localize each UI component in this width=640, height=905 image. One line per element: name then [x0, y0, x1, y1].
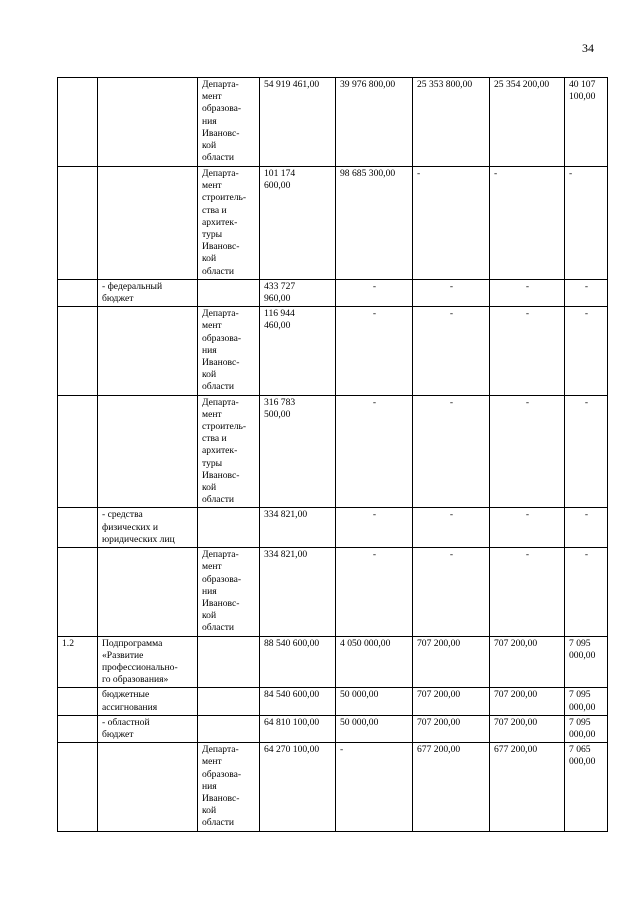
amount-cell — [565, 548, 608, 636]
amount-line: 677 200,00 — [417, 744, 461, 756]
amount-cell — [413, 743, 490, 831]
amount-cell — [260, 167, 336, 280]
amount-line: - — [372, 280, 377, 292]
executor-line: образова- — [202, 332, 242, 344]
amount-line: 100,00 — [569, 91, 596, 103]
table-row — [58, 395, 608, 508]
executor-line: мент — [202, 180, 222, 192]
executor-line: Ивановс- — [202, 792, 240, 804]
amount-line: - — [569, 168, 573, 179]
amount-cell — [490, 395, 565, 508]
amount-line: 500,00 — [264, 408, 291, 420]
amount-cell — [413, 307, 490, 395]
amount-line: 707 200,00 — [494, 637, 538, 649]
amount-line: 4 050 000,00 — [340, 637, 391, 649]
table-row — [58, 636, 608, 688]
amount-line: 7 065 — [569, 744, 591, 756]
program-name-line: - федеральный — [102, 280, 163, 292]
executor-line: Департа- — [202, 308, 239, 320]
amount-cell — [490, 508, 565, 548]
executor-line: Ивановс- — [202, 241, 240, 253]
table-row — [58, 548, 608, 636]
executor-line: мент — [202, 320, 222, 332]
amount-cell — [490, 548, 565, 636]
amount-cell — [260, 78, 336, 167]
amount-line: 000,00 — [569, 728, 596, 740]
executor-line: ния — [202, 585, 217, 597]
amount-cell — [565, 636, 608, 688]
executor-line: кой — [202, 805, 217, 817]
amount-cell — [413, 508, 490, 548]
amount-cell — [565, 688, 608, 715]
program-name-line: ассигнования — [102, 701, 158, 713]
amount-line: - — [584, 280, 589, 292]
amount-line: - — [584, 308, 589, 320]
amount-cell — [413, 548, 490, 636]
executor-cell — [198, 715, 260, 742]
amount-line: 433 727 — [264, 280, 296, 292]
amount-line: 960,00 — [264, 293, 291, 305]
amount-line: - — [525, 280, 530, 292]
amount-cell — [565, 508, 608, 548]
program-name-line: бюджетные — [102, 689, 150, 701]
amount-cell — [336, 508, 413, 548]
amount-line: 50 000,00 — [340, 716, 379, 728]
program-name-line: юридических лиц — [102, 533, 175, 545]
row-number — [58, 279, 98, 306]
amount-line: 25 354 200,00 — [494, 79, 550, 90]
amount-line: 000,00 — [569, 649, 596, 661]
executor-line: Ивановс- — [202, 357, 240, 369]
table-row — [58, 743, 608, 831]
amount-line: 7 095 — [569, 637, 591, 649]
amount-line: 64 270 100,00 — [264, 744, 320, 756]
amount-line: 40 107 — [569, 79, 596, 90]
amount-line: - — [449, 549, 454, 561]
executor-line: образова- — [202, 573, 242, 585]
executor-line: ния — [202, 115, 217, 127]
program-name-cell — [98, 508, 198, 548]
program-name-cell — [98, 688, 198, 715]
amount-line: 116 944 — [264, 308, 295, 320]
row-number — [58, 395, 98, 508]
amount-cell — [336, 279, 413, 306]
executor-line: туры — [202, 457, 223, 469]
amount-line: - — [449, 509, 454, 521]
amount-cell — [260, 508, 336, 548]
executor-line: области — [202, 381, 235, 393]
executor-cell — [198, 743, 260, 831]
amount-cell — [565, 78, 608, 167]
amount-line: 39 976 800,00 — [340, 79, 396, 90]
table-row — [58, 688, 608, 715]
amount-cell — [490, 307, 565, 395]
executor-line: архитек- — [202, 445, 238, 457]
program-name-cell — [98, 279, 198, 306]
table-row — [58, 715, 608, 742]
amount-line: - — [372, 396, 377, 408]
executor-line: мент — [202, 408, 222, 420]
amount-line: 707 200,00 — [417, 716, 461, 728]
amount-cell — [336, 715, 413, 742]
executor-cell — [198, 636, 260, 688]
executor-line: ния — [202, 780, 217, 792]
executor-cell — [198, 279, 260, 306]
table-row — [58, 279, 608, 306]
amount-cell — [260, 395, 336, 508]
amount-line: 707 200,00 — [494, 689, 538, 701]
amount-line: - — [525, 396, 530, 408]
amount-line: 98 685 300,00 — [340, 168, 396, 179]
amount-cell — [413, 688, 490, 715]
amount-cell — [413, 395, 490, 508]
amount-cell — [565, 395, 608, 508]
program-name-cell — [98, 636, 198, 688]
amount-line: 707 200,00 — [494, 716, 538, 728]
executor-line: кой — [202, 482, 217, 494]
table-row — [58, 167, 608, 280]
amount-cell — [490, 715, 565, 742]
row-number — [58, 743, 98, 831]
amount-cell — [260, 743, 336, 831]
amount-cell — [413, 636, 490, 688]
amount-line: 334 821,00 — [264, 549, 308, 561]
executor-line: области — [202, 265, 235, 277]
program-name-cell — [98, 78, 198, 167]
amount-cell — [490, 279, 565, 306]
executor-line: мент — [202, 756, 222, 768]
executor-line: области — [202, 622, 235, 634]
amount-line: 64 810 100,00 — [264, 716, 320, 728]
executor-cell — [198, 78, 260, 167]
row-number — [58, 78, 98, 167]
amount-cell — [413, 279, 490, 306]
amount-line: 334 821,00 — [264, 509, 308, 521]
row-number — [58, 715, 98, 742]
program-name-line: бюджет — [102, 728, 134, 740]
program-name-cell — [98, 743, 198, 831]
program-name-cell — [98, 715, 198, 742]
executor-line: кой — [202, 253, 217, 265]
table-row — [58, 508, 608, 548]
row-number — [58, 688, 98, 715]
amount-cell — [565, 279, 608, 306]
amount-cell — [490, 167, 565, 280]
amount-line: - — [372, 308, 377, 320]
executor-line: Ивановс- — [202, 469, 240, 481]
executor-line: области — [202, 152, 235, 164]
program-name-cell — [98, 395, 198, 508]
row-number — [58, 167, 98, 280]
amount-cell — [565, 307, 608, 395]
amount-line: 7 095 — [569, 716, 591, 728]
executor-cell — [198, 548, 260, 636]
executor-line: образова- — [202, 768, 242, 780]
amount-cell — [260, 636, 336, 688]
executor-line: области — [202, 817, 235, 829]
amount-line: - — [417, 168, 421, 179]
executor-line: ния — [202, 344, 217, 356]
amount-line: 460,00 — [264, 320, 291, 332]
amount-line: - — [525, 549, 530, 561]
program-name-line: физических и — [102, 521, 158, 533]
executor-line: Департа- — [202, 396, 239, 408]
amount-cell — [490, 636, 565, 688]
amount-line: 84 540 600,00 — [264, 689, 320, 701]
executor-line: строитель- — [202, 192, 247, 204]
executor-cell — [198, 167, 260, 280]
row-number — [58, 548, 98, 636]
executor-line: Департа- — [202, 744, 239, 756]
executor-line: мент — [202, 561, 222, 573]
executor-cell — [198, 508, 260, 548]
row-number: 1.2 — [58, 636, 98, 688]
amount-cell — [413, 715, 490, 742]
amount-line: 54 919 461,00 — [264, 79, 320, 90]
program-name-line: «Развитие — [102, 649, 144, 661]
amount-cell — [565, 715, 608, 742]
executor-cell — [198, 395, 260, 508]
amount-cell — [336, 167, 413, 280]
amount-line: - — [584, 509, 589, 521]
executor-line: Департа- — [202, 168, 239, 179]
amount-line: 707 200,00 — [417, 689, 461, 701]
executor-line: кой — [202, 610, 217, 622]
amount-cell — [336, 548, 413, 636]
row-number — [58, 307, 98, 395]
amount-cell — [336, 78, 413, 167]
program-name-cell — [98, 167, 198, 280]
executor-line: Департа- — [202, 79, 239, 90]
amount-cell — [260, 279, 336, 306]
executor-line: образова- — [202, 103, 242, 115]
program-name-cell — [98, 307, 198, 395]
program-name-cell — [98, 548, 198, 636]
amount-cell — [260, 307, 336, 395]
executor-cell — [198, 688, 260, 715]
program-name-line: профессионально- — [102, 661, 178, 673]
amount-cell — [336, 395, 413, 508]
page-number: 34 — [582, 41, 594, 55]
amount-cell — [413, 78, 490, 167]
amount-line: - — [584, 396, 589, 408]
program-name-line: бюджет — [102, 293, 134, 305]
row-number — [58, 508, 98, 548]
amount-line: 7 095 — [569, 689, 591, 701]
amount-line: - — [525, 509, 530, 521]
amount-line: - — [449, 280, 454, 292]
executor-cell — [198, 307, 260, 395]
executor-line: строитель- — [202, 421, 247, 433]
program-name-line: - средства — [102, 509, 143, 521]
amount-line: - — [449, 308, 454, 320]
amount-line: 707 200,00 — [417, 637, 461, 649]
executor-line: мент — [202, 91, 222, 103]
table-row — [58, 78, 608, 167]
amount-line: 25 353 800,00 — [417, 79, 473, 90]
amount-cell — [260, 715, 336, 742]
executor-line: ства и — [202, 433, 227, 445]
amount-cell — [490, 78, 565, 167]
executor-line: Департа- — [202, 549, 239, 561]
executor-line: Ивановс- — [202, 597, 240, 609]
program-name-line: го образования» — [102, 674, 169, 686]
executor-line: архитек- — [202, 216, 238, 228]
amount-line: 600,00 — [264, 180, 291, 192]
amount-line: - — [449, 396, 454, 408]
table-row — [58, 307, 608, 395]
amount-cell — [565, 743, 608, 831]
executor-line: туры — [202, 229, 223, 241]
amount-line: - — [494, 168, 498, 179]
amount-cell — [336, 307, 413, 395]
executor-line: Ивановс- — [202, 127, 240, 139]
amount-cell — [336, 688, 413, 715]
amount-cell — [413, 167, 490, 280]
amount-cell — [490, 688, 565, 715]
amount-line: - — [525, 308, 530, 320]
executor-line: кой — [202, 140, 217, 152]
amount-cell — [260, 688, 336, 715]
amount-cell — [336, 636, 413, 688]
amount-line: - — [340, 744, 344, 756]
program-name-line: Подпрограмма — [102, 637, 163, 649]
amount-line: 677 200,00 — [494, 744, 538, 756]
executor-line: кой — [202, 369, 217, 381]
amount-line: 000,00 — [569, 756, 596, 768]
amount-cell — [490, 743, 565, 831]
amount-line: - — [372, 549, 377, 561]
executor-line: ства и — [202, 204, 227, 216]
executor-line: области — [202, 494, 235, 506]
program-name-line: - областной — [102, 716, 150, 728]
amount-cell — [336, 743, 413, 831]
amount-line: 88 540 600,00 — [264, 637, 320, 649]
amount-cell — [565, 167, 608, 280]
amount-line: 316 783 — [264, 396, 296, 408]
amount-line: 101 174 — [264, 168, 296, 179]
amount-line: 000,00 — [569, 701, 596, 713]
amount-line: - — [584, 549, 589, 561]
amount-line: 50 000,00 — [340, 689, 379, 701]
budget-table — [57, 77, 608, 832]
amount-cell — [260, 548, 336, 636]
amount-line: - — [372, 509, 377, 521]
